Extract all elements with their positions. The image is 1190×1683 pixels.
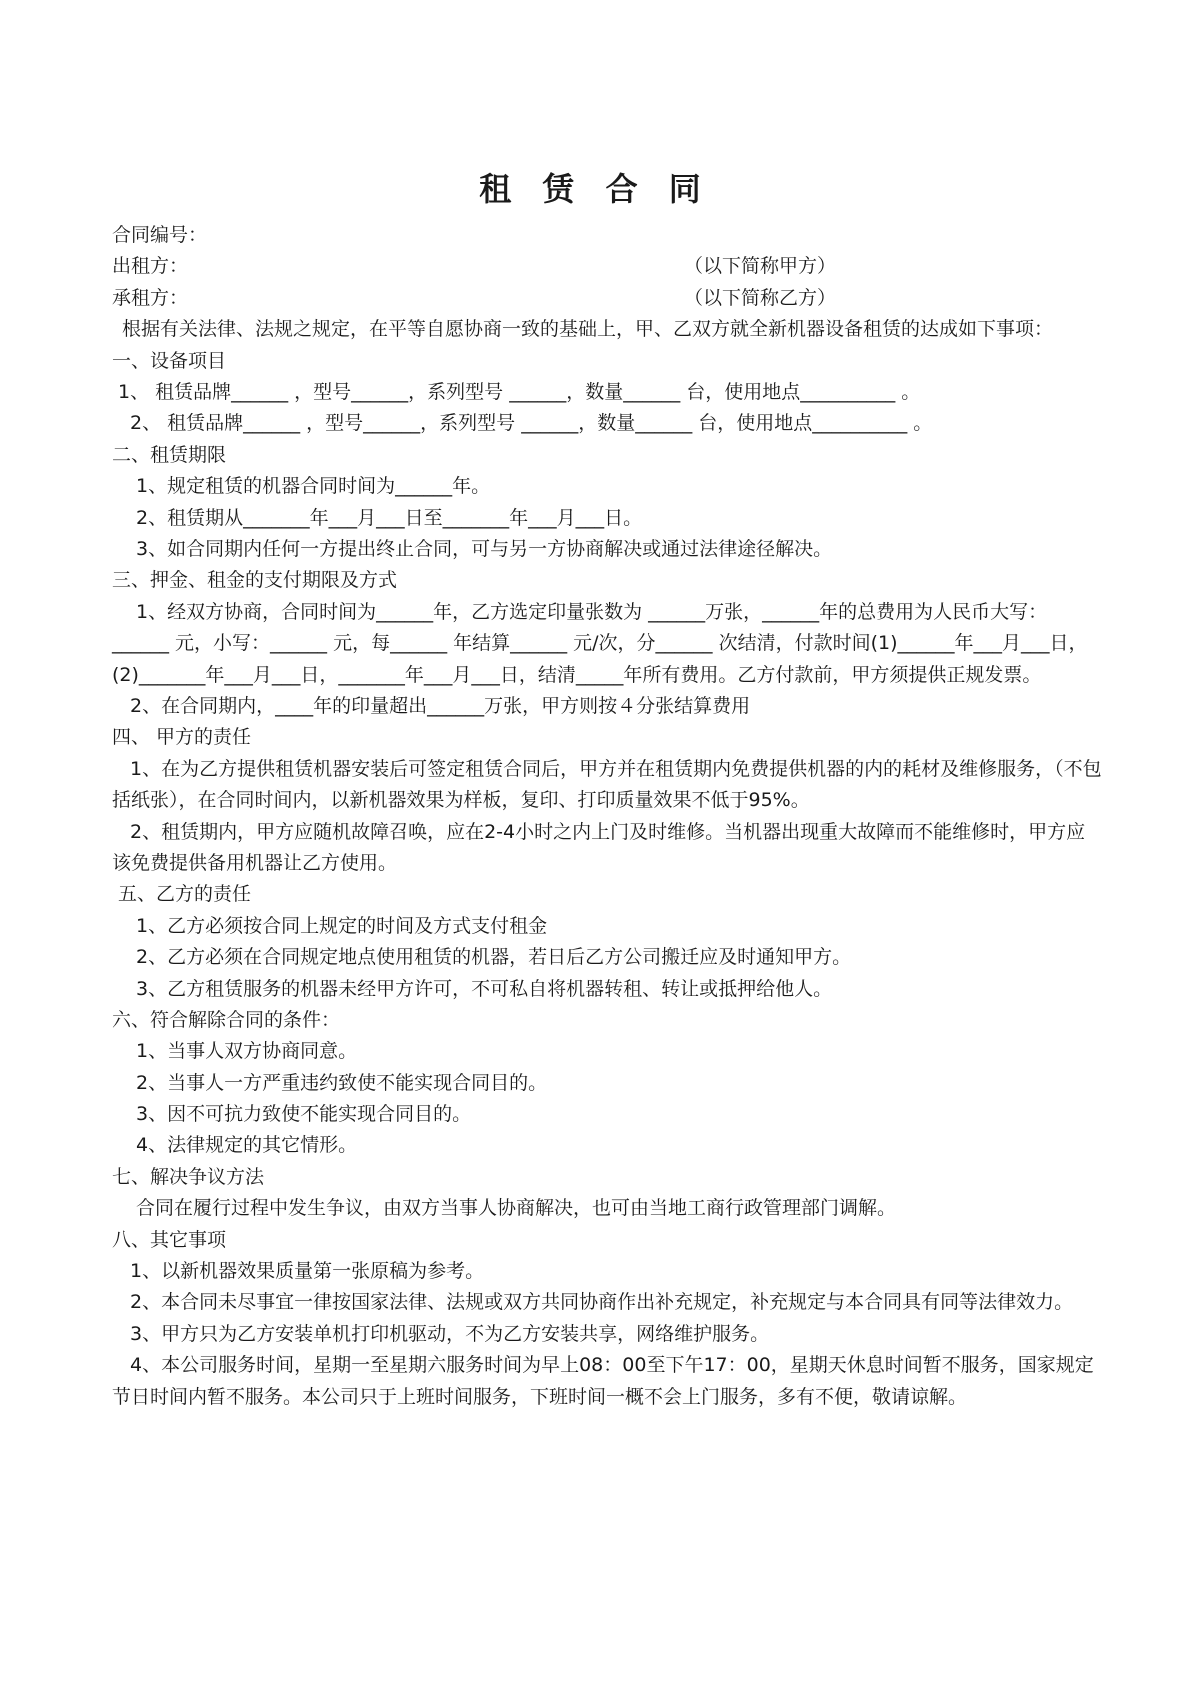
contract-number-line: 合同编号： (112, 224, 208, 246)
section-heading: 一、设备项目 (112, 349, 227, 372)
section-heading: 六、符合解除合同的条件： (112, 1008, 341, 1031)
lessee-note: （以下简称乙方） (684, 286, 837, 309)
section-heading: 二、租赁期限 (112, 443, 227, 466)
dispute-paragraph: 合同在履行过程中发生争议，由双方当事人协商解决，也可由当地工商行政管理部门调解。 (136, 1197, 897, 1220)
lessee-duty-3: 3、乙方租赁服务的机器未经甲方许可，不可私自将机器转租、转让或抵押给他人。 (136, 977, 833, 1000)
lessee-label: 承租方： (112, 286, 189, 309)
lessee-duty-2: 2、乙方必须在合同规定地点使用租赁的机器，若日后乙方公司搬迁应及时通知甲方。 (136, 946, 852, 969)
lessee-duty-1: 1、乙方必须按合同上规定的时间及方式支付租金 (136, 914, 548, 937)
lessee-line (112, 283, 1102, 314)
termination-item-1: 1、当事人双方协商同意。 (136, 1040, 358, 1063)
lessor-duty-1: 1、在为乙方提供租赁机器安装后可签定租赁合同后，甲方并在租赁期内免费提供机器的内的耗材及维修服务，（不包括纸张），在合同时间内，以新机器效果为样板，复印、打印质量效果不低于95%。 (112, 757, 1102, 812)
other-item-2: 2、本合同未尽事宜一律按国家法律、法规或双方共同协商作出补充规定，补充规定与本合同具有同等法律效力。 (130, 1291, 1074, 1314)
document-title: 租 赁 合 同 (479, 170, 711, 208)
termination-item-2: 2、当事人一方严重违约致使不能实现合同目的。 (136, 1071, 548, 1094)
section-heading: 八、其它事项 (112, 1228, 227, 1251)
lessor-label: 出租方： (112, 255, 189, 278)
preamble-paragraph: 根据有关法律、法规之规定，在平等自愿协商一致的基础上，甲、乙双方就全新机器设备租赁的达成如下事项： (122, 318, 1054, 341)
termination-item-4: 4、法律规定的其它情形。 (136, 1134, 358, 1157)
lessor-line (112, 251, 1102, 282)
section-heading: 四、 甲方的责任 (112, 726, 252, 749)
payment-item-1: 1、经双方协商，合同时间为______年，乙方选定印量张数为 ______万张，______年的总费用为人民币大写：______ 元，小写：______ 元，每______ 年结算______ 元/次，分______ 次结清，付款时间(1)______年___月___日，(2)_______年___月___日，_______年___月___日，结清_____年所有费用。乙方付款前，甲方须提供正规发票。 (112, 600, 1088, 686)
section-heading: 七、解决争议方法 (112, 1165, 265, 1188)
other-item-3: 3、甲方只为乙方安装单机打印机驱动，不为乙方安装共享，网络维护服务。 (130, 1322, 770, 1345)
term-item-3: 3、如合同期内任何一方提出终止合同，可与另一方协商解决或通过法律途径解决。 (136, 537, 833, 560)
section-heading: 五、乙方的责任 (118, 883, 252, 906)
term-item-1: 1、规定租赁的机器合同时间为______年。 (136, 475, 491, 498)
payment-item-2: 2、在合同期内，____年的印量超出______万张，甲方则按４分张结算费用 (130, 694, 751, 717)
equipment-item-2: 2、 租赁品牌______ ，型号______，系列型号 ______，数量______ 台，使用地点__________ 。 (130, 412, 933, 435)
term-item-2: 2、租赁期从_______年___月___日至_______年___月___日。 (136, 506, 643, 529)
equipment-item-1: 1、 租赁品牌______ ，型号______，系列型号 ______，数量______ 台，使用地点__________ 。 (118, 380, 921, 403)
other-item-1: 1、以新机器效果质量第一张原稿为参考。 (130, 1260, 485, 1283)
lessor-note: （以下简称甲方） (684, 255, 837, 278)
other-item-4: 4、本公司服务时间，星期一至星期六服务时间为早上08：00至下午17：00，星期天休息时间暂不服务，国家规定节日时间内暂不服务。本公司只于上班时间服务，下班时间一概不会上门服务，多有不便，敬请谅解。 (112, 1354, 1094, 1408)
lessor-duty-2: 2、租赁期内，甲方应随机故障召唤，应在2-4小时之内上门及时维修。当机器出现重大故障而不能维修时，甲方应该免费提供备用机器让乙方使用。 (112, 820, 1086, 874)
section-heading: 三、押金、租金的支付期限及方式 (112, 569, 398, 592)
termination-item-3: 3、因不可抗力致使不能实现合同目的。 (136, 1103, 472, 1126)
document-body (112, 220, 1102, 1413)
